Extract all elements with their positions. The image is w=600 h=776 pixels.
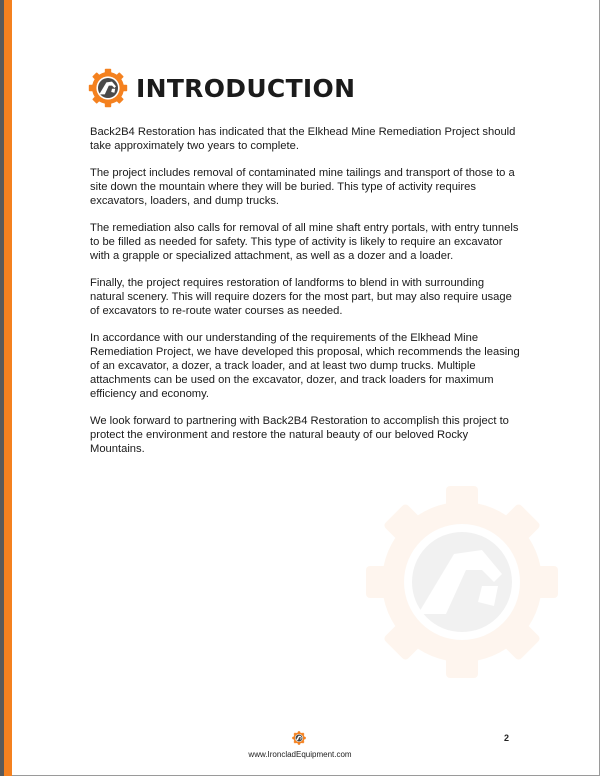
page-number: 2 [504,733,510,743]
paragraph: We look forward to partnering with Back2B4 Restoration to accomplish this project to protect the environment and restore the natural beauty of our beloved Rocky Mountains. [90,415,509,455]
footer-website-link[interactable]: www.IroncladEquipment.com [248,750,352,759]
section-header [88,68,355,108]
paragraph: Back2B4 Restoration has indicated that the Elkhead Mine Remediation Project should take approximately two years to complete. [90,126,516,152]
watermark-logo-icon [362,482,562,682]
page-title: INTRODUCTION [136,73,356,103]
gear-excavator-logo-icon [88,68,128,108]
paragraph: The project includes removal of contaminated mine tailings and transport of those to a site down the mountain where they will be buried. This type of activity requires excavators, loaders, and dump trucks. [90,167,515,207]
paragraph: In accordance with our understanding of the requirements of the Elkhead Mine Remediation Project, we have developed this proposal, which recommends the leasing of an excavator, a dozer, a track loader, and at least two dump trucks. Multiple attachments can be used on the excavator, dozer, and track loaders for maximum efficiency and economy. [90,332,520,400]
footer-logo-icon [292,731,306,745]
paragraph: Finally, the project requires restoration of landforms to blend in with surrounding natural scenery. This will require dozers for the most part, but may also require usage of excavators to re-route water courses as needed. [90,277,512,317]
paragraph: The remediation also calls for removal of all mine shaft entry portals, with entry tunnels to be filled as needed for safety. This type of activity is likely to require an excavator with a grapple or specialized attachment, as well as a dozer and a loader. [90,222,519,262]
left-accent-stripe [4,0,12,776]
body-text [90,125,520,469]
